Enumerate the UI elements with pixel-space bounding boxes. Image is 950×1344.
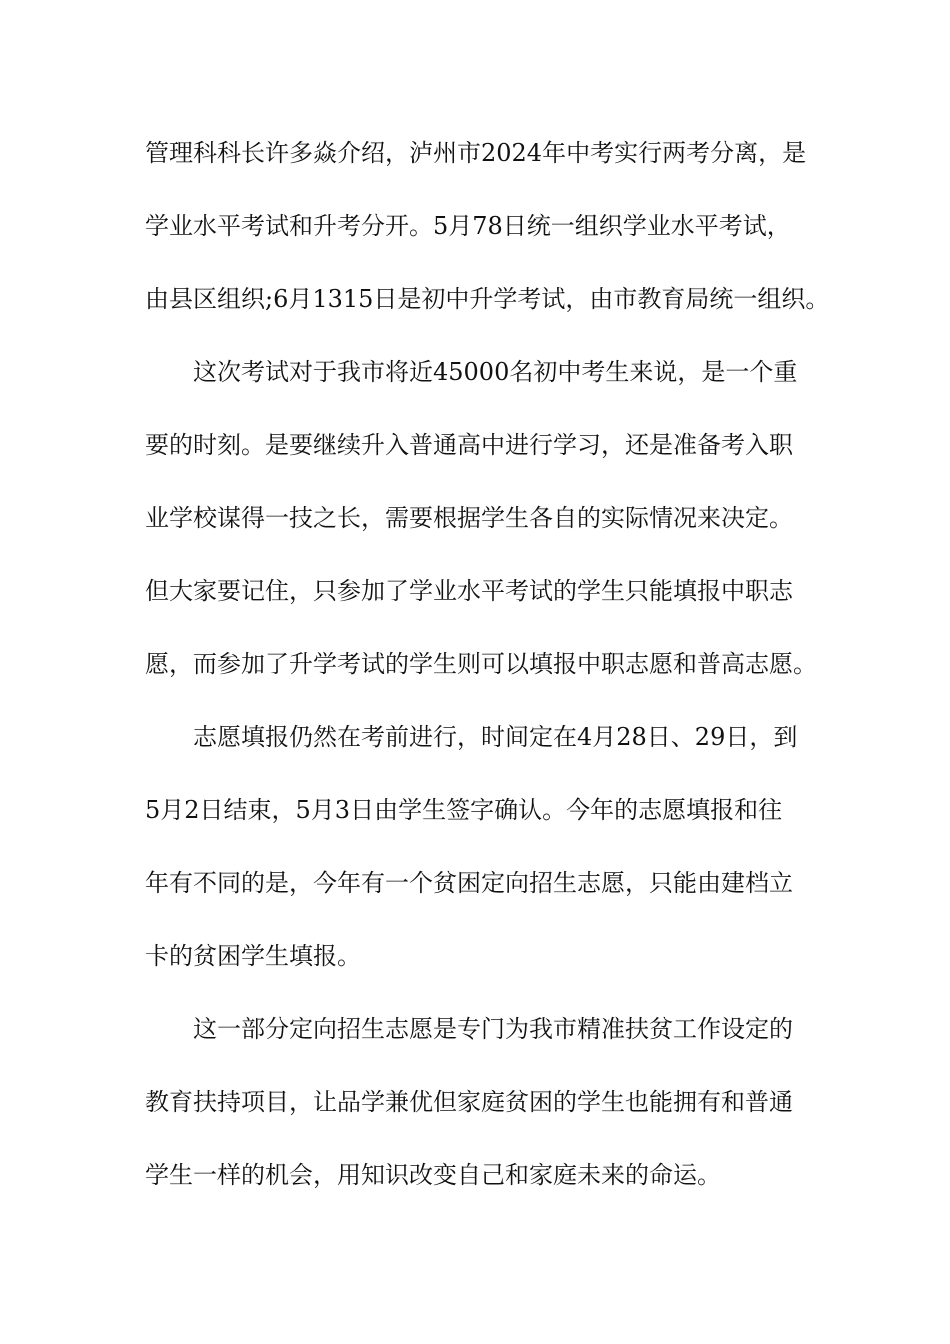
paragraph-line: 这一部分定向招生志愿是专门为我市精准扶贫工作设定的 xyxy=(193,1015,793,1043)
paragraph-line: 业学校谋得一技之长，需要根据学生各自的实际情况来决定。 xyxy=(145,504,793,532)
paragraph-line: 这次考试对于我市将近45000名初中考生来说，是一个重 xyxy=(193,358,798,386)
paragraph-line: 要的时刻。是要继续升入普通高中进行学习，还是准备考入职 xyxy=(145,431,793,459)
paragraph-line: 但大家要记住，只参加了学业水平考试的学生只能填报中职志 xyxy=(145,577,793,605)
paragraph-line: 愿，而参加了升学考试的学生则可以填报中职志愿和普高志愿。 xyxy=(145,650,817,678)
paragraph-line: 学生一样的机会，用知识改变自己和家庭未来的命运。 xyxy=(145,1161,721,1189)
paragraph-line: 由县区组织;6月1315日是初中升学考试，由市教育局统一组织。 xyxy=(145,285,830,313)
paragraph-line: 管理科科长许多焱介绍，泸州市2024年中考实行两考分离，是 xyxy=(145,139,807,167)
paragraph-line: 教育扶持项目，让品学兼优但家庭贫困的学生也能拥有和普通 xyxy=(145,1088,793,1116)
paragraph-line: 年有不同的是，今年有一个贫困定向招生志愿，只能由建档立 xyxy=(145,869,793,897)
paragraph-line: 5月2日结束，5月3日由学生签字确认。今年的志愿填报和往 xyxy=(145,796,783,824)
paragraph-line: 卡的贫困学生填报。 xyxy=(145,942,361,970)
paragraph-line: 学业水平考试和升考分开。5月78日统一组织学业水平考试， xyxy=(145,212,791,240)
paragraph-line: 志愿填报仍然在考前进行，时间定在4月28日、29日，到 xyxy=(193,723,798,751)
